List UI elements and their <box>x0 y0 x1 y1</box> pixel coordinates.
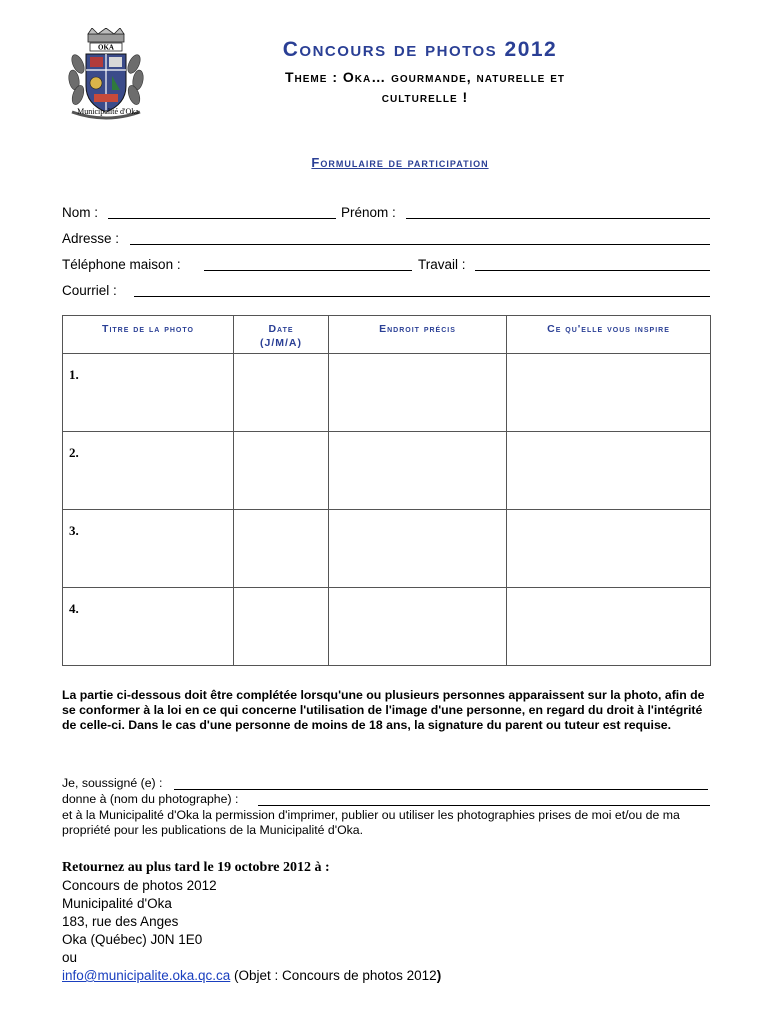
email-link[interactable]: info@municipalite.oka.qc.ca <box>62 968 231 983</box>
table-cell[interactable] <box>234 354 329 432</box>
consent-text: et à la Municipalité d'Oka la permission d'imprimer, publier ou utiliser les photographies prises de moi et/ou de ma propriété pour les publications de la Municipalité d'Oka. <box>62 808 680 837</box>
page-subtitle <box>200 67 650 107</box>
subtitle-line-2: culturelle ! <box>381 89 469 105</box>
logo-caption: Municipalité d'Oka <box>77 107 139 116</box>
table-cell[interactable] <box>329 510 507 588</box>
photo-entry-table <box>62 315 711 666</box>
row-number[interactable]: 3. <box>63 510 234 588</box>
column-header-place: Endroit précis <box>329 316 507 354</box>
row-number[interactable]: 1. <box>63 354 234 432</box>
address-line: 183, rue des Anges <box>62 914 179 929</box>
address-line: Concours de photos 2012 <box>62 878 217 893</box>
row-number[interactable]: 4. <box>63 588 234 666</box>
address-line: Oka (Québec) J0N 1E0 <box>62 932 203 947</box>
column-header-date <box>234 316 329 354</box>
table-cell[interactable] <box>329 588 507 666</box>
column-header-title: Titre de la photo <box>63 316 234 354</box>
logo-banner-text: OKA <box>98 43 114 52</box>
table-cell[interactable] <box>507 354 711 432</box>
table-row <box>63 510 711 588</box>
column-header-inspiration: Ce qu'elle vous inspire <box>507 316 711 354</box>
prenom-label: Prénom : <box>341 205 396 220</box>
travail-field[interactable] <box>475 270 710 271</box>
closing-paren: ) <box>436 968 442 983</box>
telephone-label: Téléphone maison : <box>62 257 181 272</box>
page-title: Concours de photos 2012 <box>282 38 558 61</box>
courriel-field[interactable] <box>134 296 710 297</box>
table-row <box>63 432 711 510</box>
return-deadline-title: Retournez au plus tard le 19 octobre 2012 à : <box>62 860 330 875</box>
table-header-row <box>63 316 711 354</box>
table-cell[interactable] <box>507 510 711 588</box>
telephone-field[interactable] <box>204 270 412 271</box>
row-number[interactable]: 2. <box>63 432 234 510</box>
form-title: Formulaire de participation <box>311 155 489 170</box>
nom-field[interactable] <box>108 218 336 219</box>
adresse-label: Adresse : <box>62 231 120 246</box>
table-row <box>63 354 711 432</box>
email-subject: (Objet : Concours de photos 2012 <box>230 968 437 983</box>
adresse-field[interactable] <box>130 244 710 245</box>
nom-label: Nom : <box>62 205 99 220</box>
email-line <box>62 968 441 983</box>
table-cell[interactable] <box>329 432 507 510</box>
table-cell[interactable] <box>234 432 329 510</box>
table-cell[interactable] <box>507 588 711 666</box>
table-row <box>63 588 711 666</box>
image-rights-notice: La partie ci-dessous doit être complétée lorsqu'une ou plusieurs personnes apparaissent sur la photo, afin de se conformer à la loi en ce qui concerne l'utilisation de l'image d'une personne, en regard du droit à l'intégrité de celle-ci. Dans le cas d'une personne de moins de 18 ans, la signature du parent ou tuteur est requise. <box>62 688 705 732</box>
table-cell[interactable] <box>234 510 329 588</box>
consent-photographer-field[interactable] <box>258 805 710 806</box>
consent-signee-label: Je, soussigné (e) : <box>62 776 163 790</box>
travail-label: Travail : <box>418 257 466 272</box>
consent-signee-field[interactable] <box>174 789 708 790</box>
table-cell[interactable] <box>329 354 507 432</box>
table-cell[interactable] <box>234 588 329 666</box>
courriel-label: Courriel : <box>62 283 117 298</box>
table-cell[interactable] <box>507 432 711 510</box>
column-header-date-format: (J/M/A) <box>260 337 302 349</box>
consent-photographer-label: donne à (nom du photographe) : <box>62 792 239 806</box>
address-line: Municipalité d'Oka <box>62 896 172 911</box>
subtitle-line-1: Theme : Oka… gourmande, naturelle et <box>284 69 566 85</box>
column-header-date-label: Date <box>268 323 294 335</box>
prenom-field[interactable] <box>406 218 710 219</box>
address-or: ou <box>62 950 78 965</box>
